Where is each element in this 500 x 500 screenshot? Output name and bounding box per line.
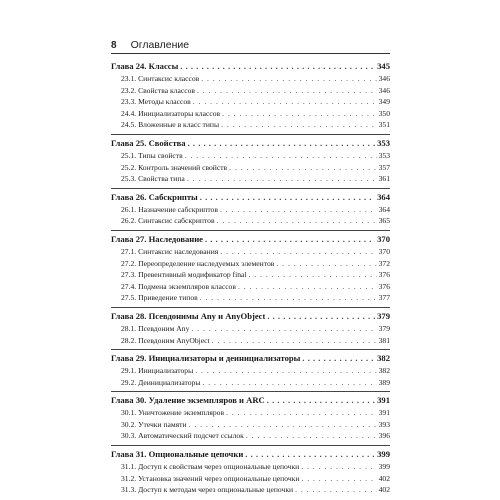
dot-leader xyxy=(185,150,377,162)
section-title: 30.3. Автоматический подсчет ссылок xyxy=(121,431,244,441)
chapter-title: Глава 25. Свойства xyxy=(111,137,186,148)
dot-leader xyxy=(201,73,376,85)
section-entry[interactable] xyxy=(111,150,390,162)
section-page: 350 xyxy=(378,108,390,118)
dot-leader xyxy=(267,393,375,407)
dot-leader xyxy=(222,108,377,120)
toc-chapter xyxy=(111,188,390,230)
section-title: 27.3. Превентивный модификатор final xyxy=(121,270,247,280)
chapter-entry[interactable] xyxy=(111,446,390,461)
section-entry[interactable] xyxy=(111,473,390,485)
section-title: 25.1. Типы свойств xyxy=(121,150,183,160)
dot-leader xyxy=(180,59,375,73)
section-title: 27.4. Подмена экземпляров классов xyxy=(121,281,236,291)
section-entry[interactable] xyxy=(111,215,390,227)
section-page: 349 xyxy=(378,97,390,107)
section-title: 27.5. Приведение типов xyxy=(121,293,198,303)
dot-leader xyxy=(295,484,377,496)
section-title: 26.1. Назначение сабскриптов xyxy=(121,204,218,214)
toc-chapter xyxy=(111,307,390,349)
chapter-page: 370 xyxy=(377,233,390,244)
section-entry[interactable] xyxy=(111,85,390,97)
section-entry[interactable] xyxy=(111,173,390,185)
chapter-page: 353 xyxy=(377,137,390,148)
section-page: 402 xyxy=(378,473,390,483)
section-title: 25.2. Контроль значений свойств xyxy=(121,162,228,172)
section-entry[interactable] xyxy=(111,292,390,304)
dot-leader xyxy=(200,190,375,204)
section-entry[interactable] xyxy=(111,246,390,258)
section-page: 402 xyxy=(378,485,390,495)
section-entry[interactable] xyxy=(111,73,390,85)
dot-leader xyxy=(187,173,377,185)
dot-leader xyxy=(189,419,377,431)
section-title: 27.1. Синтаксис наследования xyxy=(121,246,219,256)
section-page: 396 xyxy=(378,431,390,441)
dot-leader xyxy=(221,119,377,131)
section-page: 353 xyxy=(378,150,390,160)
section-page: 357 xyxy=(378,162,390,172)
toc-chapter xyxy=(111,58,390,134)
section-page: 389 xyxy=(378,377,390,387)
dot-leader xyxy=(195,365,376,377)
page-number: 8 xyxy=(111,39,117,51)
chapter-title: Глава 31. Опциональные цепочки xyxy=(111,449,244,460)
section-title: 31.2. Установка значений через опциональные цепочки xyxy=(121,473,300,483)
chapter-entry[interactable] xyxy=(111,189,390,204)
dot-leader xyxy=(220,204,377,216)
dot-leader xyxy=(200,292,377,304)
header-rule xyxy=(111,53,390,54)
chapter-entry[interactable] xyxy=(111,231,390,246)
dot-leader xyxy=(238,281,377,293)
section-page: 365 xyxy=(378,216,390,226)
chapter-title: Глава 28. Псевдонимы Any и AnyObject xyxy=(111,310,266,321)
chapter-page: 399 xyxy=(377,449,390,460)
dot-leader xyxy=(212,335,377,347)
section-entry[interactable] xyxy=(111,484,390,496)
chapter-title: Глава 27. Наследование xyxy=(111,233,203,244)
section-page: 370 xyxy=(378,246,390,256)
dot-leader xyxy=(246,430,377,442)
section-entry[interactable] xyxy=(111,430,390,442)
section-page: 382 xyxy=(378,366,390,376)
section-entry[interactable] xyxy=(111,323,390,335)
section-page: 381 xyxy=(378,335,390,345)
dot-leader xyxy=(229,162,376,174)
chapter-page: 391 xyxy=(377,395,390,406)
section-page: 376 xyxy=(378,270,390,280)
section-page: 377 xyxy=(378,293,390,303)
running-head-title: Оглавление xyxy=(130,39,190,51)
section-entry[interactable] xyxy=(111,162,390,174)
section-page: 351 xyxy=(378,120,390,130)
section-title: 26.2. Синтаксис сабскриптов xyxy=(121,216,215,226)
section-entry[interactable] xyxy=(111,119,390,131)
chapter-entry[interactable] xyxy=(111,350,390,365)
section-entry[interactable] xyxy=(111,461,390,473)
section-title: 23.3. Методы классов xyxy=(121,97,191,107)
section-title: 30.1. Уничтожение экземпляров xyxy=(121,408,225,418)
dot-leader xyxy=(226,407,377,419)
section-entry[interactable] xyxy=(111,108,390,120)
dot-leader xyxy=(302,351,375,365)
section-entry[interactable] xyxy=(111,96,390,108)
section-page: 393 xyxy=(378,419,390,429)
section-title: 31.1. Доступ к свойствам через опциональные цепочки xyxy=(121,462,300,472)
dot-leader xyxy=(248,269,376,281)
section-title: 24.4. Инициализаторы классов xyxy=(121,108,221,118)
section-title: 25.3. Свойства типа xyxy=(121,174,185,184)
section-entry[interactable] xyxy=(111,419,390,431)
dot-leader xyxy=(276,258,376,270)
dot-leader xyxy=(193,96,377,108)
section-title: 29.1. Инициализаторы xyxy=(121,366,194,376)
section-entry[interactable] xyxy=(111,258,390,270)
running-head xyxy=(111,38,390,52)
section-title: 28.1. Псевдоним Any xyxy=(121,323,190,333)
chapter-page: 379 xyxy=(377,310,390,321)
chapter-page: 364 xyxy=(377,191,390,202)
section-title: 29.2. Деинициализаторы xyxy=(121,377,201,387)
section-entry[interactable] xyxy=(111,407,390,419)
chapter-title: Глава 29. Инициализаторы и деинициализаторы xyxy=(111,353,301,364)
section-page: 372 xyxy=(378,258,390,268)
chapter-title: Глава 26. Сабскрипты xyxy=(111,191,198,202)
chapter-title: Глава 24. Классы xyxy=(111,61,179,71)
toc-chapter xyxy=(111,230,390,307)
section-entry[interactable] xyxy=(111,204,390,216)
dot-leader xyxy=(202,377,376,389)
chapter-page: 382 xyxy=(377,353,390,364)
section-entry[interactable] xyxy=(111,269,390,281)
toc-chapter xyxy=(111,349,390,391)
dot-leader xyxy=(188,136,376,150)
dot-leader xyxy=(205,232,375,246)
chapter-title: Глава 30. Удаление экземпляров и ARC xyxy=(111,395,265,406)
chapter-entry[interactable] xyxy=(111,58,390,73)
section-entry[interactable] xyxy=(111,377,390,389)
section-entry[interactable] xyxy=(111,281,390,293)
section-page: 379 xyxy=(378,323,390,333)
dot-leader xyxy=(245,447,375,461)
dot-leader xyxy=(217,215,377,227)
section-page: 364 xyxy=(378,204,390,214)
chapter-entry[interactable] xyxy=(111,392,390,407)
chapter-entry[interactable] xyxy=(111,135,390,150)
section-page: 376 xyxy=(378,281,390,291)
section-page: 346 xyxy=(378,74,390,83)
toc-chapter xyxy=(111,134,390,188)
dot-leader xyxy=(267,309,375,323)
toc-chapter xyxy=(111,445,390,499)
section-title: 23.1. Синтаксис классов xyxy=(121,74,200,83)
section-entry[interactable] xyxy=(111,365,390,377)
toc-chapter xyxy=(111,391,390,445)
section-page: 361 xyxy=(378,174,390,184)
section-page: 391 xyxy=(378,408,390,418)
section-entry[interactable] xyxy=(111,335,390,347)
dot-leader xyxy=(301,473,376,485)
dot-leader xyxy=(191,323,376,335)
section-title: 30.2. Утечки памяти xyxy=(121,419,187,429)
section-title: 23.2. Свойства классов xyxy=(121,85,195,95)
section-page: 346 xyxy=(378,85,390,95)
section-title: 28.2. Псевдоним AnyObject xyxy=(121,335,210,345)
section-title: 24.5. Вложенные в класс типы xyxy=(121,120,220,130)
chapter-page: 345 xyxy=(377,61,390,71)
table-of-contents xyxy=(111,58,390,499)
section-title: 27.2. Переопределение наследуемых элементов xyxy=(121,258,275,268)
dot-leader xyxy=(220,246,376,258)
section-page: 399 xyxy=(378,462,390,472)
dot-leader xyxy=(197,85,377,97)
section-title: 31.3. Доступ к методам через опциональные цепочки xyxy=(121,485,294,495)
chapter-entry[interactable] xyxy=(111,308,390,323)
dot-leader xyxy=(301,461,376,473)
